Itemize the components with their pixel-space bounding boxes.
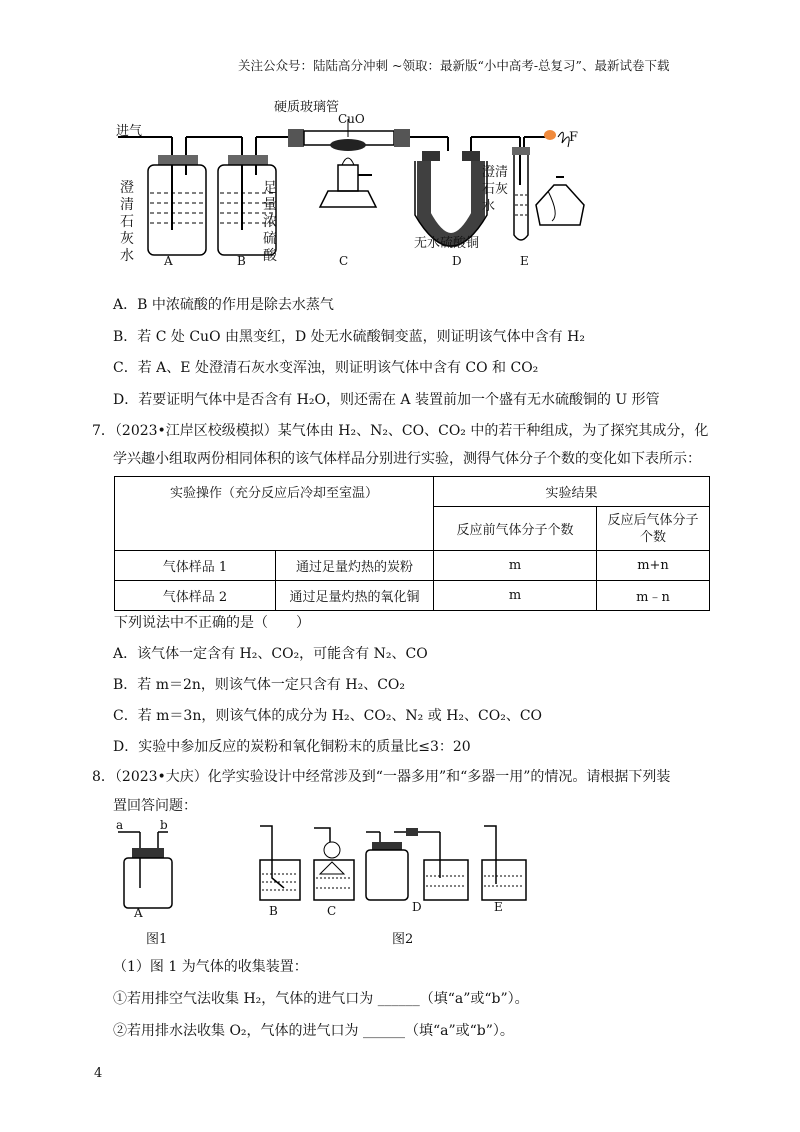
beaker-e bbox=[482, 826, 526, 900]
beaker-c bbox=[314, 828, 354, 900]
q6-option-b: B．若 C 处 CuO 由黑变红，D 处无水硫酸铜变蓝，则证明该气体中含有 H₂ bbox=[113, 329, 585, 345]
label-fig-c: C bbox=[327, 904, 337, 918]
label-fig-a: A bbox=[134, 906, 143, 920]
apparatus-figure-q8 bbox=[110, 818, 540, 928]
table-row bbox=[115, 551, 710, 581]
label-figure-2: 图2 bbox=[392, 932, 414, 947]
q7-stem-line1: 7．（2023•江岸区校级模拟）某气体由 H₂、N₂、CO、CO₂ 中的若干种组成，为了探究其成分，化 bbox=[92, 423, 709, 439]
label-e: E bbox=[520, 254, 529, 268]
label-fig-b: B bbox=[269, 904, 278, 918]
cell-after: m+n bbox=[597, 551, 710, 581]
bottle-a-fig1 bbox=[118, 832, 172, 908]
th-result: 实验结果 bbox=[434, 477, 710, 507]
label-c: C bbox=[339, 254, 349, 268]
q8-stem-line1: 8．（2023•大庆）化学实验设计中经常涉及到“一器多用”和“多器一用”的情况。请根据下列装 bbox=[92, 769, 671, 785]
th-operation: 实验操作（充分反应后冷却至室温） bbox=[115, 477, 434, 551]
label-b: B bbox=[237, 254, 246, 268]
q8-stem-line2: 置回答问题： bbox=[113, 798, 197, 814]
q6-option-c: C．若 A、E 处澄清石灰水变浑浊，则证明该气体中含有 CO 和 CO₂ bbox=[113, 360, 539, 376]
beaker-b bbox=[260, 826, 300, 900]
q8-sub1-1: ①若用排空气法收集 H₂，气体的进气口为 ______（填“a”或“b”）。 bbox=[113, 991, 529, 1007]
bottle-d bbox=[366, 828, 468, 900]
label-d: 无水硫酸铜 bbox=[414, 236, 480, 251]
cell-op: 通过足量灼热的氧化铜 bbox=[276, 581, 434, 611]
label-fig-d: D bbox=[412, 900, 422, 914]
q7-prompt: 下列说法中不正确的是（ ） bbox=[114, 615, 310, 631]
cell-sample: 气体样品 1 bbox=[115, 551, 276, 581]
label-figure-1: 图1 bbox=[146, 932, 168, 947]
page-header: 关注公众号：陆陆高分冲刺 ~领取：最新版“小中高考-总复习”、最新试卷下载 bbox=[238, 58, 670, 73]
cell-sample: 气体样品 2 bbox=[115, 581, 276, 611]
q7-option-b: B．若 m＝2n，则该气体一定只含有 H₂、CO₂ bbox=[113, 677, 406, 693]
label-a-liquid: 澄清石灰水 bbox=[120, 180, 134, 264]
cell-op: 通过足量灼热的炭粉 bbox=[276, 551, 434, 581]
label-b-liquid: 足量浓硫酸 bbox=[263, 180, 277, 264]
label-tube: 硬质玻璃管 bbox=[274, 100, 340, 115]
bottle-a bbox=[148, 155, 206, 255]
label-d-letter: D bbox=[452, 254, 462, 268]
table-row bbox=[115, 581, 710, 611]
cell-before: m bbox=[434, 581, 597, 611]
cell-after: m﹣n bbox=[597, 581, 710, 611]
q7-stem-line2: 学兴趣小组取两份相同体积的该气体样品分别进行实验，测得气体分子个数的变化如下表所示： bbox=[113, 451, 701, 467]
th-before: 反应前气体分子个数 bbox=[434, 507, 597, 551]
q7-option-c: C．若 m＝3n，则该气体的成分为 H₂、CO₂、N₂ 或 H₂、CO₂、CO bbox=[113, 708, 543, 724]
th-after: 反应后气体分子 个数 bbox=[597, 507, 710, 551]
q6-option-a: A．B 中浓硫酸的作用是除去水蒸气 bbox=[113, 297, 334, 313]
q7-table bbox=[114, 476, 710, 611]
label-f: F bbox=[569, 130, 579, 145]
label-fig-e: E bbox=[494, 900, 503, 914]
hard-glass-tube-c bbox=[288, 119, 410, 207]
label-e-liquid: 澄清石灰水 bbox=[482, 165, 509, 214]
label-cuo: CuO bbox=[338, 112, 365, 126]
q8-sub1-2: ②若用排水法收集 O₂，气体的进气口为 ______（填“a”或“b”）。 bbox=[113, 1023, 514, 1039]
label-a: A bbox=[164, 254, 173, 268]
label-port-b: b bbox=[160, 818, 168, 832]
page-number: 4 bbox=[94, 1066, 103, 1081]
q7-option-d: D．实验中参加反应的炭粉和氧化铜粉末的质量比≤3：20 bbox=[113, 739, 471, 755]
q7-option-a: A．该气体一定含有 H₂、CO₂，可能含有 N₂、CO bbox=[113, 646, 428, 662]
cell-before: m bbox=[434, 551, 597, 581]
label-port-a: a bbox=[116, 818, 124, 832]
q6-option-d: D．若要证明气体中是否含有 H₂O，则还需在 A 装置前加一个盛有无水硫酸铜的 U 形管 bbox=[113, 392, 660, 408]
q8-sub1: （1）图 1 为气体的收集装置： bbox=[113, 959, 308, 975]
label-inlet: 进气 bbox=[116, 124, 143, 139]
